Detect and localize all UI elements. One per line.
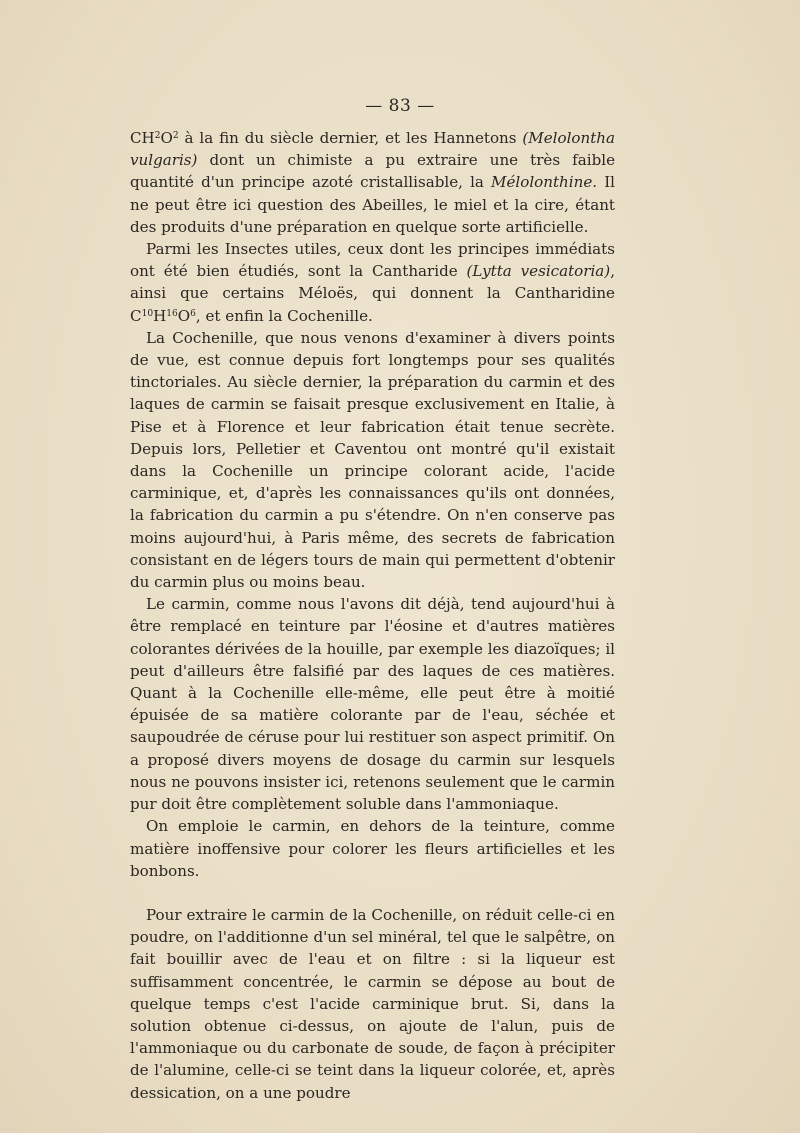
italic-segment: Mélolonthine — [491, 173, 593, 192]
segment: Parmi les Insectes utiles, ceux dont les principes immédiats ont été bien étudiés, sont la Cantharide — [130, 240, 615, 281]
segment: dont un chimiste a pu extraire une très faible quantité d'un principe azoté cristallisable, la — [130, 151, 615, 192]
paragraph-2 — [130, 238, 615, 327]
paragraph-4 — [130, 593, 615, 815]
body-text — [130, 127, 615, 1104]
segment: CH — [130, 129, 155, 147]
superscript: 2 — [172, 131, 179, 142]
paragraph-5 — [130, 815, 615, 882]
page-number: — 83 — — [365, 96, 435, 116]
segment: H — [153, 306, 167, 325]
paragraph-1 — [130, 127, 615, 238]
segment: à la fin du siècle dernier, et les Hannetons — [178, 129, 523, 147]
segment: Le carmin, comme nous l'avons dit déjà, tend aujourd'hui à être remplacé en teinture par l'éosine et d'autres matières colorantes dérivées de la houille, par exemple les diazoïques; il peut d'ailleurs être falsifié par des laques de ces matières. Quant à la Cochenille elle-même, elle peut être à moitié épuisée de sa matière colorante par de l'eau, séchée et saupoudrée de céruse pour lui restituer son aspect primitif. On a proposé divers moyens de dosage du carmin sur lesquels nous ne pouvons insister ici, retenons seulement que le carmin pur doit être complètement soluble dans l'ammoniaque. — [130, 595, 615, 814]
paragraph-6 — [130, 904, 615, 1104]
segment: O — [160, 129, 173, 147]
segment: , et enfin la Cochenille. — [195, 306, 373, 325]
superscript: 10 — [141, 308, 154, 319]
superscript: 2 — [154, 131, 161, 142]
segment: Pour extraire le carmin de la Cochenille, on réduit celle-ci en poudre, on l'additionne d'un sel minéral, tel que le salpêtre, on fait bouillir avec de l'eau et on filtre : si la liqueur est suffisamment concentrée, le carmin se dépose au bout de quelque temps c'est l'acide carminique brut. Si, dans la solution obtenue ci-dessus, on ajoute de l'alun, puis de l'ammoniaque ou du carbonate de soude, de façon à précipiter de l'alumine, celle-ci se teint dans la liqueur colorée, et, après dessication, on a une poudre — [130, 905, 615, 1102]
segment: O — [177, 306, 191, 325]
superscript: 6 — [190, 308, 196, 319]
segment: . Il ne peut être ici question des Abeilles, le miel et la cire, étant des produits d'une préparation en quelque sorte artificielle. — [130, 173, 615, 236]
italic-segment: (Lytta vesicatoria) — [466, 262, 611, 281]
paragraph-3 — [130, 327, 615, 593]
segment: La Cochenille, que nous venons d'examiner à divers points de vue, est connue depuis fort longtemps pour ses qualités tinctoriales. Au siècle dernier, la préparation du carmin et des laques de carmin se faisait presque exclusivement en Italie, à Pise et à Florence et leur fabrication était tenue secrète. Depuis lors, Pelletier et Caventou ont montré qu'il existait dans la Cochenille un principe colorant acide, l'acide carminique, et, d'après les connaissances qu'ils ont données, la fabrication du carmin a pu s'étendre. On n'en conserve pas moins aujourd'hui, à Paris même, des secrets de fabrication consistant en de légers tours de main qui permettent d'obtenir du carmin plus ou moins beau. — [130, 328, 615, 592]
segment: , ainsi que certains Méloës, qui donnent la Cantharidine C — [130, 262, 616, 325]
italic-segment: (Melolontha vulgaris) — [130, 129, 615, 170]
superscript: 16 — [166, 308, 178, 319]
segment: On emploie le carmin, en dehors de la teinture, comme matière inoffensive pour colorer les fleurs artificielles et les bonbons. — [130, 817, 615, 880]
